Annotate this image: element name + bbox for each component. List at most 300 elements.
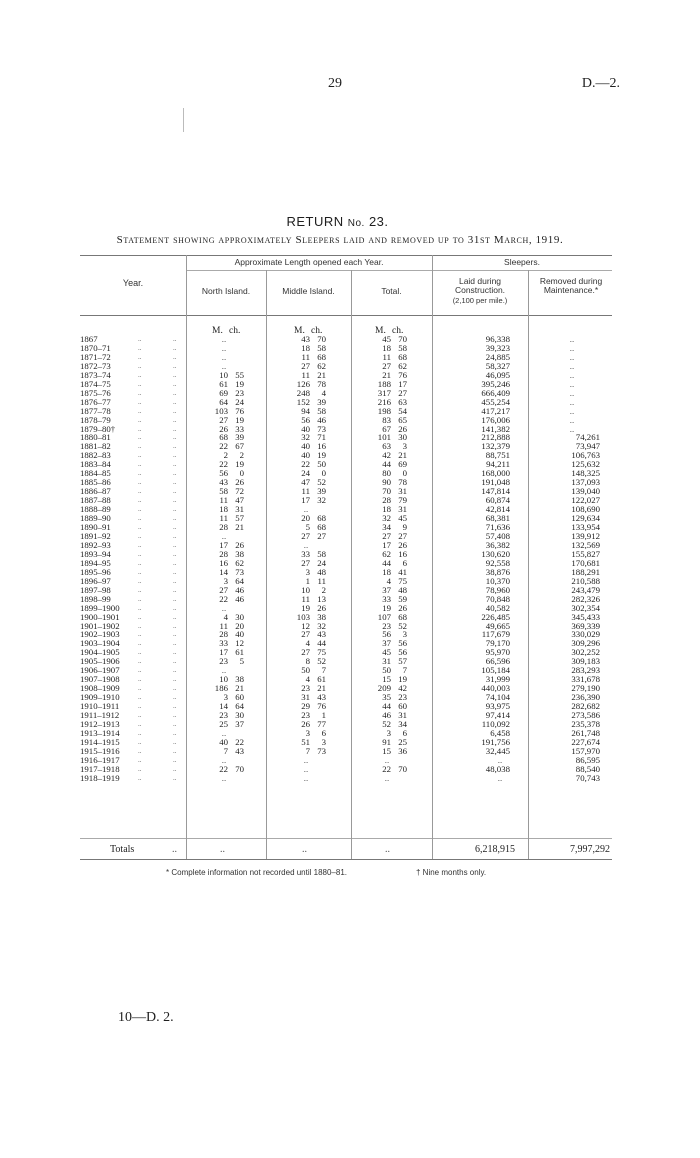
header-laid: Laid during Construction. — [454, 276, 506, 295]
leader-dots: .. — [173, 639, 177, 648]
m-chains: 39 — [317, 486, 326, 497]
t-miles: 198 — [377, 405, 391, 416]
t-miles: 44 — [382, 459, 391, 470]
t-chains: 70 — [398, 334, 407, 344]
leader-dots: .. — [173, 576, 177, 585]
row-year: 1883–84 — [80, 459, 111, 470]
laid-count: 39,323 — [485, 342, 510, 353]
table-row — [80, 586, 612, 595]
laid-count: 32,445 — [485, 745, 510, 756]
footnote-star: * Complete information not recorded until 1880–81. — [166, 868, 347, 877]
leader-dots: .. — [138, 666, 142, 675]
leader-dots: .. — [173, 684, 177, 693]
m-chains: 75 — [317, 647, 326, 658]
removed-count: 125,632 — [571, 459, 600, 470]
m-chains: 58 — [317, 548, 326, 559]
t-chains: 65 — [398, 414, 407, 425]
leader-dots: .. — [138, 442, 142, 451]
table-row — [80, 738, 612, 747]
n-chains: 19 — [235, 459, 244, 470]
removed-count: 155,827 — [571, 548, 600, 559]
t-chains: 70 — [398, 763, 407, 774]
leader-dots: .. — [138, 764, 142, 773]
table-row — [80, 371, 612, 380]
n-miles: 22 — [219, 763, 228, 774]
table-row — [80, 541, 612, 550]
table-row — [80, 657, 612, 666]
row-year: 1870–71 — [80, 342, 111, 353]
t-miles: 15 — [382, 674, 391, 685]
t-chains: 56 — [398, 638, 407, 649]
m-miles: 4 — [305, 674, 310, 685]
leader-dots: .. — [173, 379, 177, 388]
m-miles: 40 — [301, 450, 310, 461]
t-chains: 27 — [398, 530, 407, 541]
m-chains: 32 — [317, 495, 326, 506]
t-chains: 21 — [398, 450, 407, 461]
row-year: 1895–96 — [80, 566, 111, 577]
t-chains: 26 — [398, 423, 407, 434]
m-miles: 27 — [301, 360, 310, 371]
n-chains: 31 — [235, 504, 244, 515]
empty-dots: .. — [569, 405, 575, 416]
leader-dots: .. — [138, 379, 142, 388]
n-miles: 14 — [219, 701, 228, 712]
m-miles: 40 — [301, 441, 310, 452]
header-removed: Removed during Maintenance.* — [539, 276, 603, 295]
m-chains: 52 — [317, 477, 326, 488]
m-chains: 78 — [317, 378, 326, 389]
removed-count: 86,595 — [575, 754, 600, 765]
n-miles: 23 — [219, 656, 228, 667]
leader-dots: .. — [173, 603, 177, 612]
t-miles: 11 — [382, 351, 391, 362]
rule-top — [80, 255, 612, 256]
n-chains: 24 — [235, 396, 244, 407]
laid-count: 96,338 — [485, 334, 510, 344]
n-miles: 3 — [223, 692, 228, 703]
leader-dots: .. — [138, 693, 142, 702]
laid-count: 395,246 — [481, 378, 510, 389]
t-chains: 36 — [398, 745, 407, 756]
leader-dots: .. — [173, 675, 177, 684]
row-year: 1873–74 — [80, 369, 111, 380]
leader-dots: .. — [138, 657, 142, 666]
table-row — [80, 559, 612, 568]
t-miles: 90 — [382, 477, 391, 488]
n-chains: 30 — [235, 611, 244, 622]
t-miles: 32 — [382, 513, 391, 524]
t-chains: 78 — [398, 477, 407, 488]
leader-dots: .. — [173, 424, 177, 433]
leader-dots: .. — [138, 523, 142, 532]
header-laid-sub: (2,100 per mile.) — [452, 296, 508, 305]
m-miles: 22 — [301, 459, 310, 470]
m-chains: 48 — [317, 566, 326, 577]
leader-dots: .. — [138, 531, 142, 540]
t-miles: 216 — [377, 396, 391, 407]
leader-dots: .. — [173, 487, 177, 496]
laid-count: 97,414 — [485, 710, 510, 721]
header-total: Total. — [381, 286, 402, 296]
t-chains: 0 — [402, 468, 407, 479]
n-chains: 46 — [235, 593, 244, 604]
laid-count: 6,458 — [490, 727, 510, 738]
n-chains: 76 — [235, 405, 244, 416]
t-miles: 23 — [382, 620, 391, 631]
laid-count: 132,379 — [481, 441, 510, 452]
row-year: 1896–97 — [80, 575, 111, 586]
laid-count: 60,874 — [485, 495, 510, 506]
leader-dots: .. — [138, 352, 142, 361]
n-chains: 61 — [235, 647, 244, 658]
t-chains: 9 — [402, 522, 407, 533]
leader-dots: .. — [173, 755, 177, 764]
table-row — [80, 577, 612, 586]
table-row — [80, 514, 612, 523]
n-miles: 26 — [219, 423, 228, 434]
m-miles: 27 — [301, 557, 310, 568]
leader-dots: .. — [138, 460, 142, 469]
m-chains: 58 — [317, 342, 326, 353]
leader-dots: .. — [173, 505, 177, 514]
laid-count: 130,620 — [481, 548, 510, 559]
row-year: 1912–1913 — [80, 718, 120, 729]
m-miles: 11 — [301, 369, 310, 380]
leader-dots: .. — [138, 755, 142, 764]
row-year: 1904–1905 — [80, 647, 120, 658]
removed-count: 137,093 — [571, 477, 600, 488]
n-chains: 26 — [235, 477, 244, 488]
leader-dots: .. — [138, 684, 142, 693]
m-chains: 27 — [317, 530, 326, 541]
t-chains: 31 — [398, 504, 407, 515]
rule-header-bottom — [80, 315, 612, 316]
table-row — [80, 630, 612, 639]
removed-count: 309,296 — [571, 638, 600, 649]
m-miles: 31 — [301, 692, 310, 703]
empty-dots: .. — [303, 754, 309, 765]
table-row — [80, 684, 612, 693]
m-miles: 23 — [301, 683, 310, 694]
t-chains: 68 — [398, 611, 407, 622]
leader-dots: .. — [173, 648, 177, 657]
removed-count: 282,682 — [571, 701, 600, 712]
row-year: 1914–1915 — [80, 736, 120, 747]
row-year: 1900–1901 — [80, 611, 120, 622]
leader-dots: .. — [138, 702, 142, 711]
n-chains: 5 — [239, 656, 244, 667]
empty-dots: .. — [569, 387, 575, 398]
t-miles: 28 — [382, 495, 391, 506]
m-chains: 76 — [317, 701, 326, 712]
row-year: 1918–1919 — [80, 772, 120, 783]
leader-dots: .. — [138, 719, 142, 728]
row-year: 1910–1911 — [80, 701, 120, 712]
removed-count: 236,390 — [571, 692, 600, 703]
n-miles: 43 — [219, 477, 228, 488]
totals-dots-3: .. — [302, 844, 307, 855]
leader-dots: .. — [173, 442, 177, 451]
m-miles: 56 — [301, 414, 310, 425]
n-miles: 186 — [214, 683, 228, 694]
table-row — [80, 398, 612, 407]
totals-dots-2: .. — [220, 844, 225, 855]
n-chains: 55 — [235, 369, 244, 380]
leader-dots: .. — [173, 496, 177, 505]
table-row — [80, 648, 612, 657]
t-miles: 91 — [382, 736, 391, 747]
leader-dots: .. — [173, 460, 177, 469]
m-miles: 103 — [296, 611, 310, 622]
table-row — [80, 595, 612, 604]
table-row — [80, 523, 612, 532]
t-chains: 23 — [398, 692, 407, 703]
empty-dots: .. — [569, 378, 575, 389]
n-chains: 26 — [235, 539, 244, 550]
m-chains: 32 — [317, 620, 326, 631]
n-miles: 11 — [219, 513, 228, 524]
leader-dots: .. — [138, 415, 142, 424]
t-miles: 37 — [382, 638, 391, 649]
unit-middle-m: M. — [294, 326, 305, 336]
leader-dots: .. — [173, 388, 177, 397]
empty-dots: .. — [384, 772, 390, 783]
t-miles: 18 — [382, 504, 391, 515]
m-chains: 26 — [317, 602, 326, 613]
row-year: 1880–81 — [80, 432, 111, 443]
removed-count: 302,354 — [571, 602, 600, 613]
leader-dots: .. — [138, 335, 142, 343]
table-row — [80, 702, 612, 711]
leader-dots: .. — [173, 612, 177, 621]
removed-count: 73,947 — [575, 441, 600, 452]
removed-count: 139,912 — [571, 530, 600, 541]
n-miles: 18 — [219, 504, 228, 515]
leader-dots: .. — [173, 451, 177, 460]
laid-count: 31,999 — [485, 674, 510, 685]
leader-dots: .. — [138, 558, 142, 567]
table-row — [80, 442, 612, 451]
row-year: 1878–79 — [80, 414, 111, 425]
n-miles: 7 — [223, 745, 228, 756]
table-row — [80, 568, 612, 577]
laid-count: 88,751 — [485, 450, 510, 461]
leader-dots: .. — [173, 352, 177, 361]
n-chains: 67 — [235, 441, 244, 452]
empty-dots: .. — [569, 369, 575, 380]
laid-count: 70,848 — [485, 593, 510, 604]
m-miles: 5 — [305, 522, 310, 533]
m-miles: 4 — [305, 638, 310, 649]
row-year: 1907–1908 — [80, 674, 120, 685]
leader-dots: .. — [138, 496, 142, 505]
table-row — [80, 362, 612, 371]
n-miles: 25 — [219, 718, 228, 729]
row-year: 1917–1918 — [80, 763, 120, 774]
t-chains: 17 — [398, 378, 407, 389]
laid-count: 58,327 — [485, 360, 510, 371]
removed-count: 70,743 — [575, 772, 600, 783]
leader-dots: .. — [138, 370, 142, 379]
t-miles: 21 — [382, 369, 391, 380]
laid-count: 141,382 — [481, 423, 510, 434]
m-chains: 7 — [321, 665, 326, 676]
n-miles: 10 — [219, 674, 228, 685]
removed-count: 148,325 — [571, 468, 600, 479]
leader-dots: .. — [173, 361, 177, 370]
m-chains: 38 — [317, 611, 326, 622]
row-year: 1890–91 — [80, 522, 111, 533]
m-miles: 24 — [301, 468, 310, 479]
removed-count: 188,291 — [571, 566, 600, 577]
removed-count: 129,634 — [571, 513, 600, 524]
laid-count: 191,048 — [481, 477, 510, 488]
m-chains: 77 — [317, 718, 326, 729]
m-miles: 1 — [305, 575, 310, 586]
row-year: 1903–1904 — [80, 638, 120, 649]
m-miles: 7 — [305, 745, 310, 756]
m-miles: 126 — [296, 378, 310, 389]
empty-dots: .. — [221, 334, 227, 344]
totals-laid: 6,218,915 — [475, 844, 515, 855]
leader-dots: .. — [138, 711, 142, 720]
empty-dots: .. — [221, 351, 227, 362]
leader-dots: .. — [173, 478, 177, 487]
laid-count: 68,381 — [485, 513, 510, 524]
removed-count: 282,326 — [571, 593, 600, 604]
leader-dots: .. — [138, 603, 142, 612]
n-miles: 56 — [219, 468, 228, 479]
removed-count: 210,588 — [571, 575, 600, 586]
unit-north-m: M. — [212, 326, 223, 336]
table-row — [80, 460, 612, 469]
table-row — [80, 478, 612, 487]
row-year: 1889–90 — [80, 513, 111, 524]
removed-count: 106,763 — [571, 450, 600, 461]
row-year: 1898–99 — [80, 593, 111, 604]
m-miles: 27 — [301, 647, 310, 658]
t-chains: 63 — [398, 396, 407, 407]
n-chains: 12 — [235, 638, 244, 649]
leader-dots: .. — [138, 343, 142, 352]
m-chains: 16 — [317, 441, 326, 452]
laid-count: 40,582 — [485, 602, 510, 613]
n-miles: 28 — [219, 522, 228, 533]
leader-dots: .. — [173, 514, 177, 523]
t-chains: 76 — [398, 369, 407, 380]
t-chains: 62 — [398, 360, 407, 371]
empty-dots: .. — [303, 539, 309, 550]
laid-count: 49,665 — [485, 620, 510, 631]
leader-dots: .. — [173, 773, 177, 782]
leader-dots: .. — [173, 702, 177, 711]
laid-count: 168,000 — [481, 468, 510, 479]
page-number: 29 — [328, 76, 342, 91]
row-year: 1881–82 — [80, 441, 111, 452]
leader-dots: .. — [138, 469, 142, 478]
rule-approx — [186, 270, 432, 271]
leader-dots: .. — [173, 469, 177, 478]
header-approx: Approximate Length opened each Year. — [234, 257, 384, 267]
t-miles: 107 — [377, 611, 391, 622]
return-title — [0, 214, 675, 229]
n-miles: 2 — [223, 450, 228, 461]
totals-dots-1: .. — [172, 844, 177, 855]
t-miles: 56 — [382, 629, 391, 640]
header-sleepers: Sleepers. — [504, 257, 540, 267]
m-chains: 24 — [317, 557, 326, 568]
laid-count: 78,960 — [485, 584, 510, 595]
leader-dots: .. — [173, 531, 177, 540]
laid-count: 95,970 — [485, 647, 510, 658]
empty-dots: .. — [569, 334, 575, 344]
t-miles: 31 — [382, 656, 391, 667]
table-row — [80, 613, 612, 622]
leader-dots: .. — [138, 478, 142, 487]
n-chains: 40 — [235, 629, 244, 640]
t-miles: 67 — [382, 423, 391, 434]
t-chains: 56 — [398, 647, 407, 658]
row-year: 1916–1917 — [80, 754, 120, 765]
leader-dots: .. — [173, 335, 177, 343]
laid-count: 79,170 — [485, 638, 510, 649]
n-miles: 3 — [223, 575, 228, 586]
empty-dots: .. — [497, 754, 503, 765]
t-chains: 41 — [398, 566, 407, 577]
n-miles: 28 — [219, 629, 228, 640]
m-chains: 68 — [317, 522, 326, 533]
table-row — [80, 416, 612, 425]
leader-dots: .. — [138, 549, 142, 558]
m-miles: 23 — [301, 710, 310, 721]
leader-dots: .. — [138, 406, 142, 415]
leader-dots: .. — [138, 737, 142, 746]
margin-mark — [183, 108, 184, 132]
t-chains: 31 — [398, 486, 407, 497]
leader-dots: .. — [173, 657, 177, 666]
m-miles: 33 — [301, 548, 310, 559]
leader-dots: .. — [173, 711, 177, 720]
empty-dots: .. — [221, 342, 227, 353]
n-chains: 57 — [235, 513, 244, 524]
removed-count: 309,183 — [571, 656, 600, 667]
empty-dots: .. — [569, 423, 575, 434]
table-row — [80, 675, 612, 684]
leader-dots: .. — [138, 621, 142, 630]
leader-dots: .. — [138, 505, 142, 514]
leader-dots: .. — [173, 594, 177, 603]
n-chains: 23 — [235, 387, 244, 398]
leader-dots: .. — [173, 415, 177, 424]
leader-dots: .. — [138, 567, 142, 576]
laid-count: 191,756 — [481, 736, 510, 747]
m-chains: 11 — [317, 575, 326, 586]
table-row — [80, 729, 612, 738]
m-miles: 32 — [301, 432, 310, 443]
empty-dots: .. — [569, 351, 575, 362]
row-year: 1885–86 — [80, 477, 111, 488]
t-miles: 52 — [382, 718, 391, 729]
leader-dots: .. — [173, 433, 177, 442]
leader-dots: .. — [138, 594, 142, 603]
m-miles: 3 — [305, 566, 310, 577]
laid-count: 10,370 — [485, 575, 510, 586]
row-year: 1913–1914 — [80, 727, 120, 738]
leader-dots: .. — [173, 630, 177, 639]
unit-north-ch: ch. — [229, 326, 241, 336]
leader-dots: .. — [173, 666, 177, 675]
